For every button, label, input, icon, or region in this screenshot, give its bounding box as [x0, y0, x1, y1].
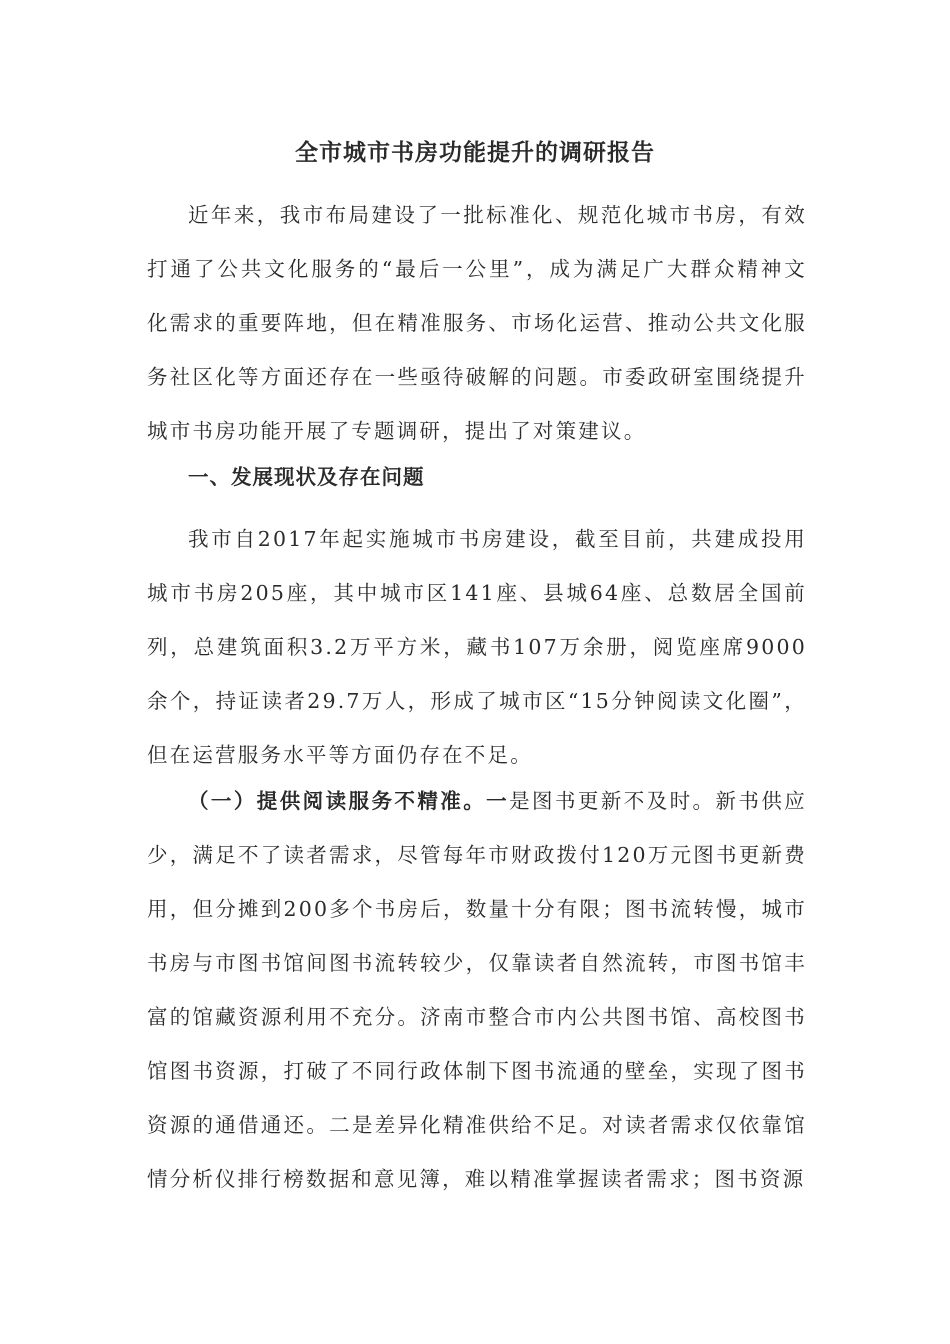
subsection-body: 是图书更新不及时。新书供应少，满足不了读者需求，尽管每年市财政拨付120万元图书更新费用，但分摊到200多个书房后，数量十分有限；图书流转慢，城市书房与市图书馆间图书流转较少，仅靠读者自然流转，市图书馆丰富的馆藏资源利用不充分。济南市整合市内公共图书馆、高校图书馆图书资源，打破了不同行政体制下图书流通的壁垒，实现了图书资源的通借通还。二是差异化精准供给不足。对读者需求仅依靠馆情分析仪排行榜数据和意见簿，难以精准掌握读者需求；图书资源: [147, 789, 807, 1191]
subsection-lead: 一: [486, 789, 510, 813]
subsection-paragraph: [147, 774, 807, 1206]
subsection-heading: （一）提供阅读服务不精准。: [188, 789, 487, 813]
document-title: 全市城市书房功能提升的调研报告: [295, 139, 655, 166]
section-heading: 一、发展现状及存在问题: [188, 465, 425, 489]
intro-paragraph: 近年来，我市布局建设了一批标准化、规范化城市书房，有效打通了公共文化服务的“最后一公里”，成为满足广大群众精神文化需求的重要阵地，但在精准服务、市场化运营、推动公共文化服务社区化等方面还存在一些亟待破解的问题。市委政研室围绕提升城市书房功能开展了专题调研，提出了对策建议。: [147, 203, 807, 443]
section-body-paragraph: 我市自2017年起实施城市书房建设，截至目前，共建成投用城市书房205座，其中城市区141座、县城64座、总数居全国前列，总建筑面积3.2万平方米，藏书107万余册，阅览座席9000余个，持证读者29.7万人，形成了城市区“15分钟阅读文化圈”，但在运营服务水平等方面仍存在不足。: [147, 527, 807, 767]
